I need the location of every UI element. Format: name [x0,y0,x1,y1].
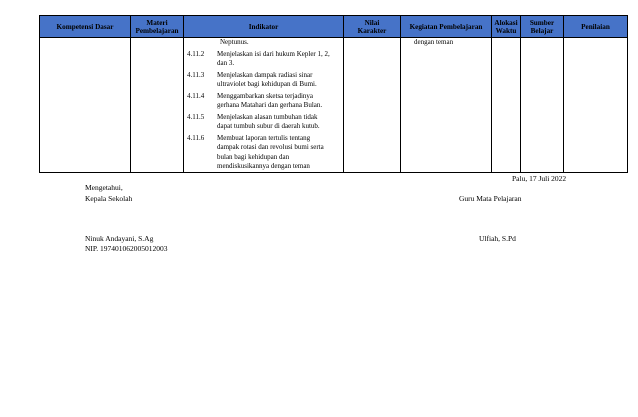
indikator-line: bulan bagi kehidupan dan [217,152,290,161]
header-kegiatan: Kegiatan Pembelajaran [401,16,492,38]
cell-kegiatan [401,38,492,173]
indikator-item [184,113,343,132]
indikator-text [217,113,343,132]
indikator-number: 4.11.6 [187,133,205,142]
indikator-continuation: Neptunus. [220,38,249,46]
guru-name: Ulfiah, S.Pd [479,234,516,243]
cell-sumber [521,38,564,173]
cell-kompetensi-dasar [40,38,131,173]
indikator-line: Menjelaskan dampak radiasi sinar [217,70,313,79]
guru-label: Guru Mata Pelajaran [459,194,522,203]
indikator-text [217,134,343,172]
indikator-line: Menjelaskan isi dari hukum Kepler 1, 2, [217,49,330,58]
indikator-number: 4.11.3 [187,70,205,79]
header-alokasi: Alokasi Waktu [492,16,521,38]
kepala-name: Ninuk Andayani, S.Ag [85,234,154,243]
cell-materi [131,38,184,173]
kegiatan-text: dengan teman [414,38,454,46]
table-row [40,38,628,173]
cell-indikator [184,38,344,173]
indikator-text [217,50,343,69]
header-indikator: Indikator [184,16,344,38]
indikator-line: Menjelaskan alasan tumbuhan tidak [217,112,318,121]
indikator-line: mendiskusikannya dengan teman [217,162,310,170]
kepala-sekolah-label: Kepala Sekolah [85,194,133,203]
indikator-text [217,71,343,90]
indikator-line: dampak rotasi dan revolusi bumi serta [217,143,324,151]
header-row [40,16,628,38]
cell-nilai-karakter [344,38,401,173]
indikator-item [184,50,343,69]
indikator-number: 4.11.4 [187,91,205,100]
indikator-line: gerhana Matahari dan gerhana Bulan. [217,101,323,109]
mengetahui-label: Mengetahui, [85,183,123,192]
header-sumber: Sumber Belajar [521,16,564,38]
indikator-line: dan 3. [217,59,235,67]
indikator-line: ultraviolet bagi kehidupan di Bumi. [217,80,317,88]
cell-alokasi [492,38,521,173]
indikator-line: Membuat laporan tertulis tentang [217,133,311,142]
indikator-item [184,71,343,90]
indikator-number: 4.11.2 [187,49,205,58]
header-nilai-karakter: Nilai Karakter [344,16,401,38]
indikator-list [184,50,343,172]
place-date: Palu, 17 Juli 2022 [512,174,567,183]
header-penilaian: Penilaian [564,16,628,38]
cell-penilaian [564,38,628,173]
header-materi: Materi Pembelajaran [131,16,184,38]
rpp-table [39,15,628,173]
header-kompetensi-dasar: Kompetensi Dasar [40,16,131,38]
indikator-text [217,92,343,111]
indikator-item [184,134,343,172]
indikator-item [184,92,343,111]
indikator-line: dapat tumbuh subur di daerah kutub. [217,122,320,130]
indikator-line: Menggambarkan sketsa terjadinya [217,91,314,100]
kepala-nip: NIP. 197401062005012003 [85,244,168,253]
indikator-number: 4.11.5 [187,112,205,121]
